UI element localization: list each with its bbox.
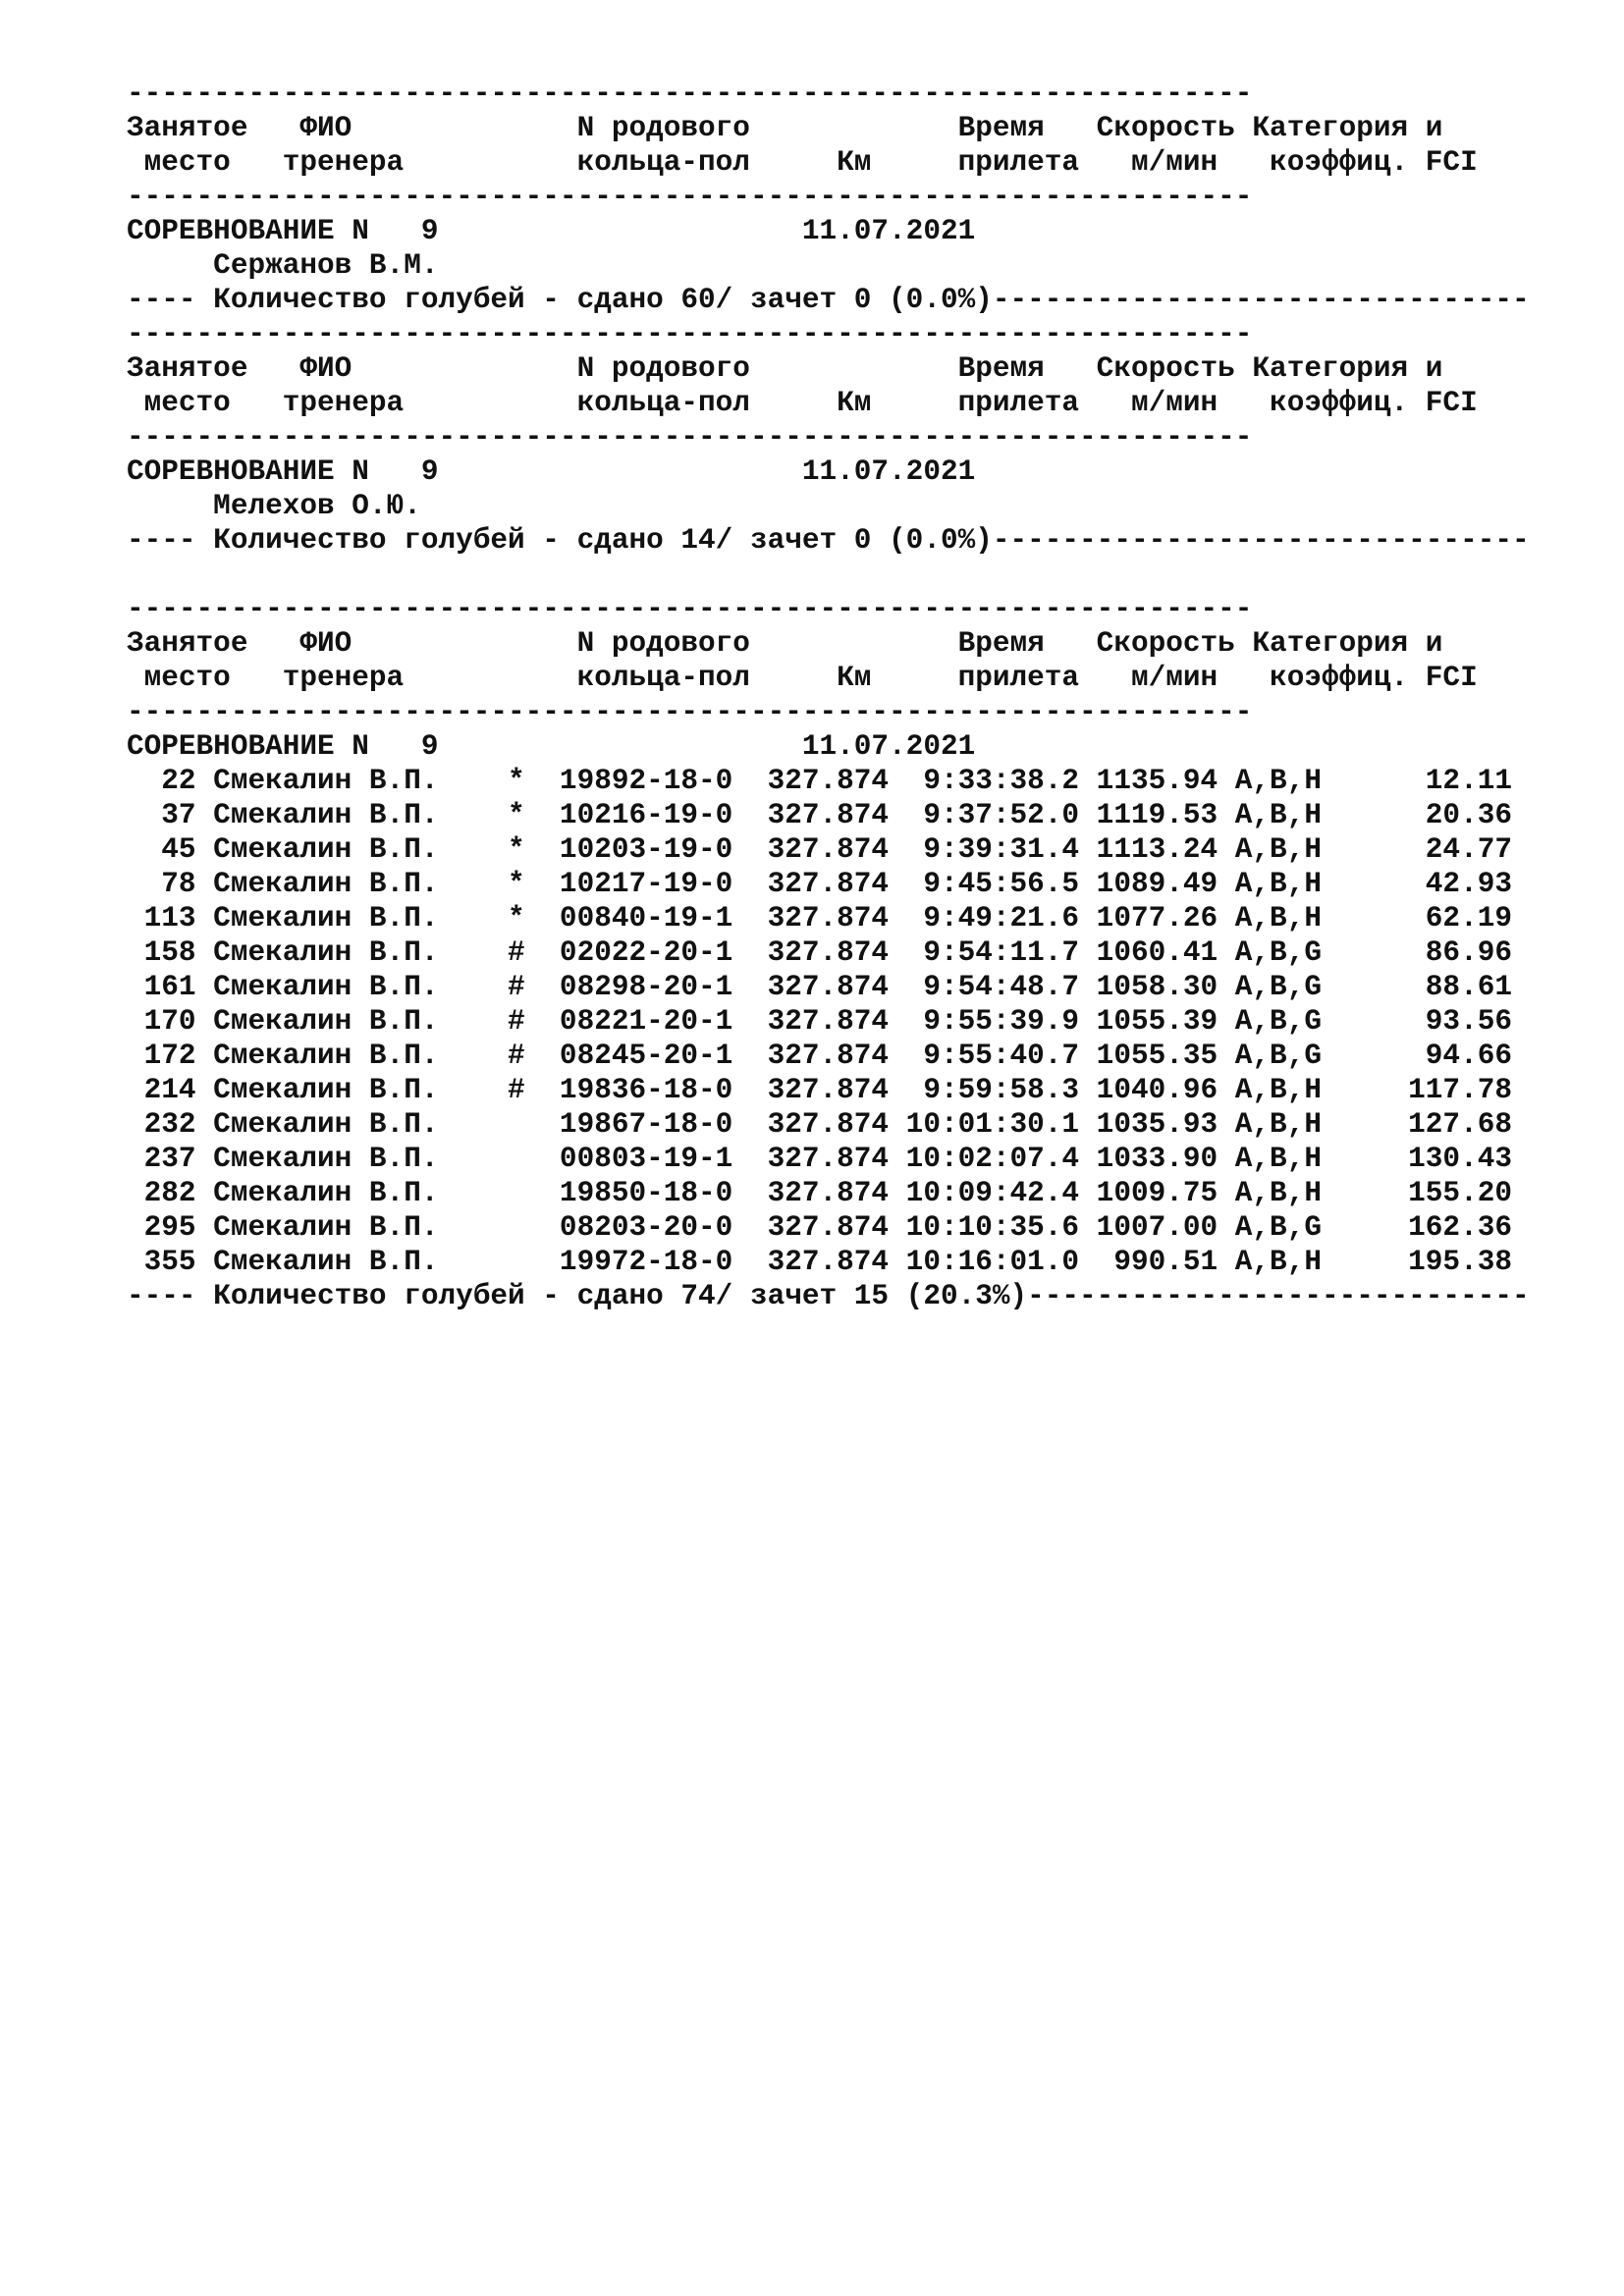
result-row: 22 Смекалин В.П. * 19892-18-0 327.874 9:33:38.2 1135.94 A,B,H 12.11 [127, 765, 1512, 797]
trainer-name: Сержанов В.М. [127, 249, 439, 282]
result-row: 170 Смекалин В.П. # 08221-20-1 327.874 9:55:39.9 1055.39 A,B,G 93.56 [127, 1005, 1512, 1038]
blank-line [127, 558, 1599, 592]
result-row: 45 Смекалин В.П. * 10203-19-0 327.874 9:39:31.4 1113.24 A,B,H 24.77 [127, 833, 1512, 866]
result-row: 172 Смекалин В.П. # 08245-20-1 327.874 9:55:40.7 1055.35 A,B,G 94.66 [127, 1040, 1512, 1072]
separator-line: ----------------------------------------------------------------- [127, 78, 1253, 110]
table-header-line-1: Занятое ФИО N родового Время Скорость Категория и [127, 112, 1443, 144]
separator-line: ----------------------------------------------------------------- [127, 593, 1253, 625]
table-header-line-2: место тренера кольца-пол Км прилета м/мин коэффиц. FCI [127, 146, 1478, 179]
competition-title: СОРЕВНОВАНИЕ N 9 11.07.2021 [127, 215, 976, 247]
result-row: 232 Смекалин В.П. 19867-18-0 327.874 10:01:30.1 1035.93 A,B,H 127.68 [127, 1108, 1512, 1141]
table-header-line-2: место тренера кольца-пол Км прилета м/мин коэффиц. FCI [127, 387, 1478, 419]
trainer-name: Мелехов О.Ю. [127, 490, 421, 522]
section-summary: ---- Количество голубей - сдано 74/ зачет 15 (20.3%)----------------------------- [127, 1280, 1530, 1312]
separator-line: ----------------------------------------------------------------- [127, 318, 1253, 350]
result-row: 355 Смекалин В.П. 19972-18-0 327.874 10:16:01.0 990.51 A,B,H 195.38 [127, 1246, 1512, 1278]
result-row: 295 Смекалин В.П. 08203-20-0 327.874 10:10:35.6 1007.00 A,B,G 162.36 [127, 1211, 1512, 1244]
result-row: 237 Смекалин В.П. 00803-19-1 327.874 10:02:07.4 1033.90 A,B,H 130.43 [127, 1143, 1512, 1175]
table-header-line-1: Занятое ФИО N родового Время Скорость Категория и [127, 627, 1443, 660]
result-row: 161 Смекалин В.П. # 08298-20-1 327.874 9:54:48.7 1058.30 A,B,G 88.61 [127, 971, 1512, 1003]
result-row: 78 Смекалин В.П. * 10217-19-0 327.874 9:45:56.5 1089.49 A,B,H 42.93 [127, 868, 1512, 900]
separator-line: ----------------------------------------------------------------- [127, 696, 1253, 728]
results-document [127, 77, 1599, 1313]
separator-line: ----------------------------------------------------------------- [127, 421, 1253, 454]
result-row: 113 Смекалин В.П. * 00840-19-1 327.874 9:49:21.6 1077.26 A,B,H 62.19 [127, 902, 1512, 934]
section-summary: ---- Количество голубей - сдано 60/ зачет 0 (0.0%)------------------------------- [127, 284, 1530, 316]
competition-title: СОРЕВНОВАНИЕ N 9 11.07.2021 [127, 455, 976, 488]
section-summary: ---- Количество голубей - сдано 14/ зачет 0 (0.0%)------------------------------- [127, 524, 1530, 557]
result-row: 158 Смекалин В.П. # 02022-20-1 327.874 9:54:11.7 1060.41 A,B,G 86.96 [127, 936, 1512, 969]
table-header-line-2: место тренера кольца-пол Км прилета м/мин коэффиц. FCI [127, 662, 1478, 694]
result-row: 37 Смекалин В.П. * 10216-19-0 327.874 9:37:52.0 1119.53 A,B,H 20.36 [127, 799, 1512, 831]
result-row: 282 Смекалин В.П. 19850-18-0 327.874 10:09:42.4 1009.75 A,B,H 155.20 [127, 1177, 1512, 1209]
table-header-line-1: Занятое ФИО N родового Время Скорость Категория и [127, 352, 1443, 385]
separator-line: ----------------------------------------------------------------- [127, 181, 1253, 213]
result-row: 214 Смекалин В.П. # 19836-18-0 327.874 9:59:58.3 1040.96 A,B,H 117.78 [127, 1074, 1512, 1106]
competition-title: СОРЕВНОВАНИЕ N 9 11.07.2021 [127, 730, 976, 763]
